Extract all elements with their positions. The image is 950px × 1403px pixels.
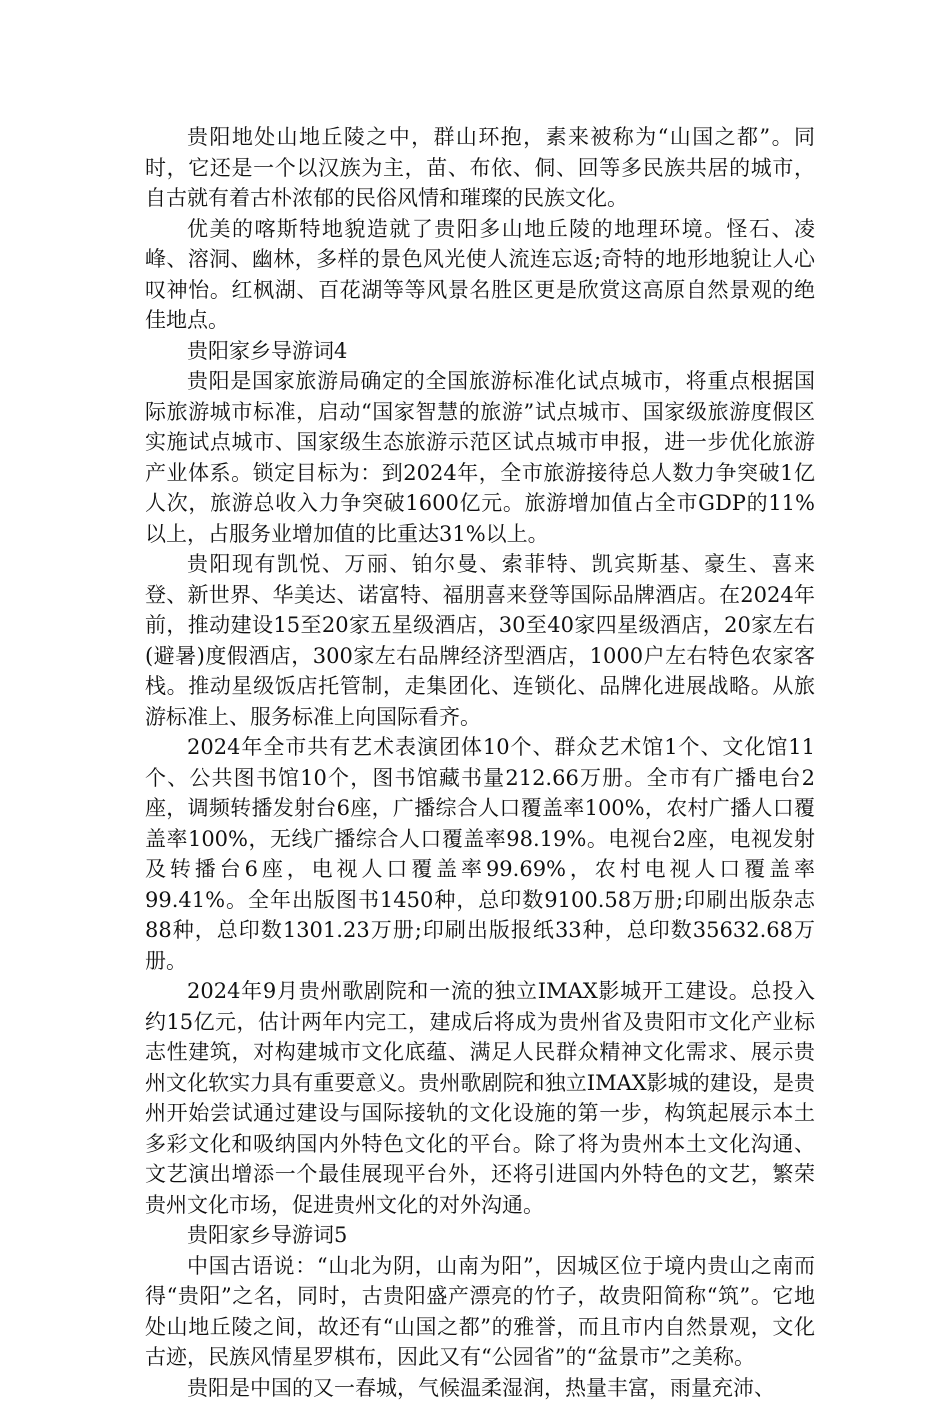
- paragraph-name-origin: 中国古语说：“山北为阴，山南为阳”，因城区位于境内贵山之南而得“贵阳”之名，同时，古贵阳盛产漂亮的竹子，故贵阳简称“筑”。它地处山地丘陵之间，故还有“山国之都”的雅誉，而且市内自然景观，文化古迹，民族风情星罗棋布，因此又有“公园省”的“盆景市”之美称。: [145, 1251, 815, 1373]
- section-heading-5: 贵阳家乡导游词5: [145, 1220, 815, 1251]
- paragraph-culture-stats: 2024年全市共有艺术表演团体10个、群众艺术馆1个、文化馆11个、公共图书馆10个，图书馆藏书量212.66万册。全市有广播电台2座，调频转播发射台6座，广播综合人口覆盖率100%，农村广播人口覆盖率100%，无线广播综合人口覆盖率98.19%。电视台2座，电视发射及转播台6座，电视人口覆盖率99.69%，农村电视人口覆盖率99.41%。全年出版图书1450种，总印数9100.58万册;印刷出版杂志88种，总印数1301.23万册;印刷出版报纸33种，总印数35632.68万册。: [145, 732, 815, 976]
- paragraph-spring-city: 贵阳是中国的又一春城，气候温柔湿润，热量丰富，雨量充沛、: [145, 1373, 815, 1403]
- paragraph-intro-mountain-city: 贵阳地处山地丘陵之中，群山环抱，素来被称为“山国之都”。同时，它还是一个以汉族为主，苗、布依、侗、回等多民族共居的城市，自古就有着古朴浓郁的民俗风情和璀璨的民族文化。: [145, 122, 815, 214]
- paragraph-karst-landscape: 优美的喀斯特地貌造就了贵阳多山地丘陵的地理环境。怪石、凌峰、溶洞、幽林，多样的景色风光使人流连忘返;奇特的地形地貌让人心叹神怡。红枫湖、百花湖等等风景名胜区更是欣赏这高原自然景观的绝佳地点。: [145, 214, 815, 336]
- paragraph-tourism-pilot: 贵阳是国家旅游局确定的全国旅游标准化试点城市，将重点根据国际旅游城市标准，启动“国家智慧的旅游”试点城市、国家级旅游度假区实施试点城市、国家级生态旅游示范区试点城市申报，进一步优化旅游产业体系。锁定目标为：到2024年，全市旅游接待总人数力争突破1亿人次，旅游总收入力争突破1600亿元。旅游增加值占全市GDP的11%以上，占服务业增加值的比重达31%以上。: [145, 366, 815, 549]
- paragraph-hotels: 贵阳现有凯悦、万丽、铂尔曼、索菲特、凯宾斯基、豪生、喜来登、新世界、华美达、诺富特、福朋喜来登等国际品牌酒店。在2024年前，推动建设15至20家五星级酒店，30至40家四星级酒店，20家左右(避暑)度假酒店，300家左右品牌经济型酒店，1000户左右特色农家客栈。推动星级饭店托管制，走集团化、连锁化、品牌化进展战略。从旅游标准上、服务标准上向国际看齐。: [145, 549, 815, 732]
- paragraph-opera-imax: 2024年9月贵州歌剧院和一流的独立IMAX影城开工建设。总投入约15亿元，估计两年内完工，建成后将成为贵州省及贵阳市文化产业标志性建筑，对构建城市文化底蕴、满足人民群众精神文化需求、展示贵州文化软实力具有重要意义。贵州歌剧院和独立IMAX影城的建设，是贵州开始尝试通过建设与国际接轨的文化设施的第一步，构筑起展示本土多彩文化和吸纳国内外特色文化的平台。除了将为贵州本土文化沟通、文艺演出增添一个最佳展现平台外，还将引进国内外特色的文艺，繁荣贵州文化市场，促进贵州文化的对外沟通。: [145, 976, 815, 1220]
- document-page: [145, 122, 815, 1403]
- section-heading-4: 贵阳家乡导游词4: [145, 336, 815, 367]
